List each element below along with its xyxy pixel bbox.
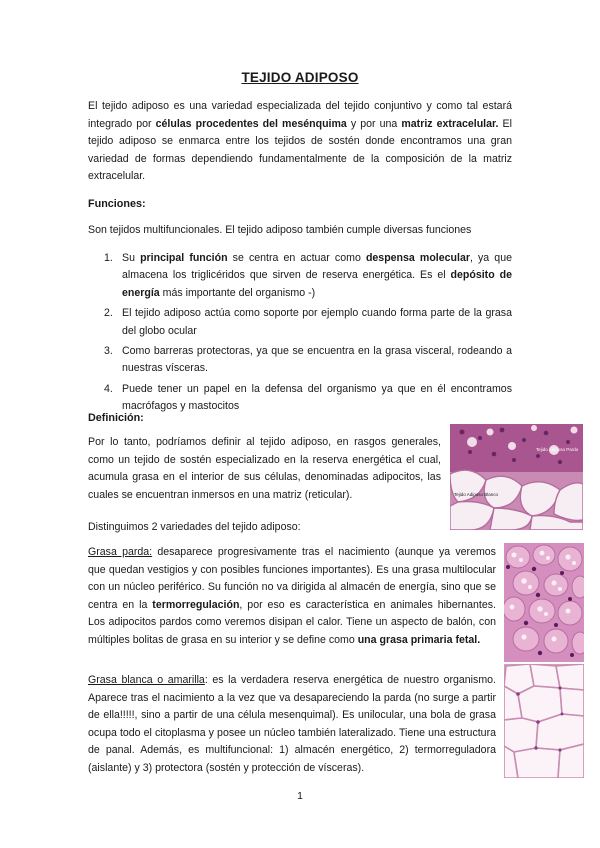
variedades-text: Distinguimos 2 variedades del tejido adiposo: (88, 521, 301, 533)
funciones-heading: Funciones: (88, 198, 146, 210)
list-number: 3. (104, 345, 113, 358)
page-number: 1 (297, 790, 303, 802)
histology-white-fat (504, 664, 584, 778)
funciones-intro: Son tejidos multifuncionales. El tejido adiposo también cumple diversas funciones (88, 224, 472, 236)
blanca-text: : es la verdadera reserva energética de nuestro organismo. Aparece tras el nacimiento a la vez que va desapareciendo la parda (no surge a partir de ella!!!!!, sino a partir de una célula mesenquimal). Es unilocular, una bola de grasa ocupa todo el citoplasma y posee un núcleo también lateralizado. Tiene una estructura de panal. Además, es multifuncional: 1) almacén energético, 2) termorreguladora (aislante) y 3) protectora (sostén y protección de vísceras). (88, 674, 496, 774)
grasa-parda-paragraph (88, 544, 496, 650)
list-item (88, 250, 512, 302)
item-text: más importante del organismo -) (159, 286, 316, 299)
intro-paragraph (88, 98, 512, 186)
item-text: Puede tener un papel en la defensa del organismo ya que en él encontramos macrófagos y mastocitos (122, 382, 512, 413)
item-text: se centra en actuar como (227, 252, 366, 264)
intro-text-1: El tejido adiposo es una variedad especializada del tejido conjuntivo y como tal estará integrado por (88, 100, 512, 130)
list-item (88, 343, 512, 378)
intro-text-3: El tejido adiposo se enmarca entre los tejidos de sostén donde encontramos una gran variedad de formas dependiendo fundamentalmente de la composición de la matriz extracelular. (88, 117, 512, 183)
list-item (88, 305, 512, 340)
image-label-white: Tejido Adiposo Blanco (454, 492, 499, 497)
item-text: Como barreras protectoras, ya que se encuentra en la grasa visceral, rodeando a nuestras vísceras. (122, 345, 512, 375)
histology-brown-fat (504, 543, 584, 662)
funciones-list (88, 250, 512, 419)
parda-text-1: desaparece progresivamente tras el nacimiento (aunque ya veremos que quedan vestigios y con posibles funciones importantes). Es una grasa multilocular con un núcleo periférico. Su función no va dirigida al almacén de energía, sino que se centra en la (88, 546, 496, 611)
list-number: 1. (104, 252, 113, 264)
item-text: , ya que almacena los triglicéridos que sirven de reserva energética. Es el (122, 252, 512, 282)
item-text: El tejido adiposo actúa como soporte por ejemplo cuando forma parte de la grasa del globo ocular (122, 307, 512, 337)
grasa-parda-label: Grasa parda: (88, 546, 153, 558)
item-bold: depósito de energía (122, 269, 512, 299)
parda-text-2: , por eso es característica en animales hibernantes. Los adipocitos pardos como veremos disipan el calor. Tiene un aspecto de balón, con múltiples bolitas de grasa en su interior y se define como (88, 598, 496, 646)
definicion-heading: Definición: (88, 412, 144, 424)
grasa-blanca-paragraph (88, 672, 496, 778)
parda-bold-1: termorregulación (152, 598, 240, 611)
histology-brown-white-fat (450, 424, 583, 530)
intro-bold-2: matriz extracelular. (401, 117, 499, 130)
item-bold: despensa molecular (365, 252, 470, 264)
definicion-paragraph: Por lo tanto, podríamos definir al tejido adiposo, en rasgos generales, como un tejido de sostén especializado en la reserva energética el cual, acumula grasa en el interior de sus células, denominadas adipocitos, las cuales se encuentran inmersos en una matriz (reticular). (88, 436, 441, 501)
brown-fat-image (504, 543, 584, 662)
list-number: 4. (104, 382, 113, 395)
list-number: 2. (104, 307, 113, 320)
image-label-brown: Tejido Adiposo Pardo (536, 447, 579, 452)
adipose-tissue-image (450, 424, 583, 530)
white-fat-image (504, 664, 584, 778)
page-title: TEJIDO ADIPOSO (241, 70, 359, 85)
item-bold: principal función (140, 252, 228, 264)
parda-bold-2: una grasa primaria fetal. (357, 633, 481, 646)
intro-bold-1: células procedentes del mesénquima (155, 117, 347, 130)
intro-text-2: y por una (346, 117, 402, 130)
grasa-blanca-label: Grasa blanca o amarilla (88, 674, 205, 686)
list-item (88, 381, 512, 416)
item-text: Su (122, 252, 141, 264)
